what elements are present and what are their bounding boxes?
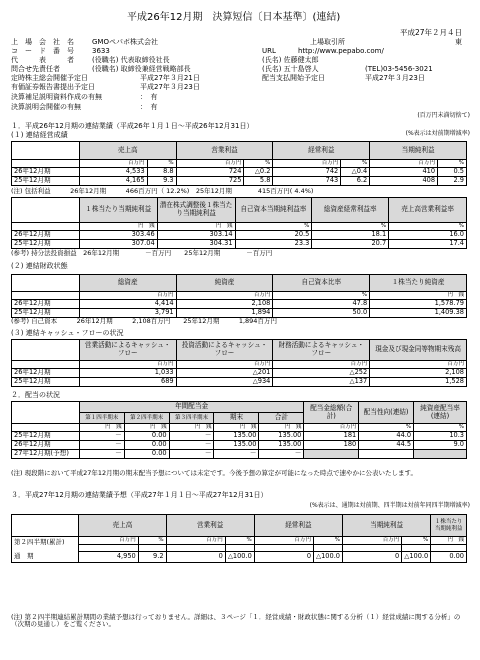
cell: △201 [176,369,273,378]
cell: 0 [166,552,225,563]
col-operating-income: 営業利益 [176,142,273,160]
cell: 303.14 [157,231,235,240]
briefing-value: ： 有 [140,103,158,111]
unit: % [438,160,467,168]
row-label: 26年12月期 [12,300,80,309]
equity-method-note: (参考) 持分法投資損益 26年12月期 －百万円 25年12月期 －百万円 [11,249,273,257]
unit: 百万円 [370,160,438,168]
unit: 百万円 [176,292,273,300]
col-eps: １株当たり当期純利益 [79,198,157,223]
unit: 百万円 [79,292,176,300]
cell: 16.0 [389,231,467,240]
cell [414,450,467,459]
code-label: コ ー ド 番 号 [11,47,74,55]
cell: 1,033 [79,369,176,378]
col-net-assets: 純資産 [176,275,273,292]
cell: 725 [176,177,244,186]
dividend-table [11,401,467,459]
cell: 0.00 [124,441,169,450]
cell: － [79,441,124,450]
unit: 百万円 [79,361,176,369]
securities-report-date: 平成27年３月23日 [140,83,200,91]
table-row [12,441,467,450]
representative-title: (役職名) 代表取締役社長 [92,56,170,64]
section1-title: １．平成26年12月期の連結業績（平成26年１月１日～平成26年12月31日） [11,122,254,130]
briefing-label: 決算説明会開催の有無 [11,103,81,111]
cell: 1,894 [176,309,273,318]
securities-report-label: 有価証券報告書提出予定日 [11,83,95,91]
table-row [12,231,467,240]
col-q2: 第２四半期末 [124,413,169,424]
table-row [12,378,467,387]
cell: 742 [273,168,341,177]
row-label: 25年12月期 [12,240,80,249]
cell: 5.8 [244,177,273,186]
col-total-assets: 総資産 [79,275,176,292]
unit: % [244,160,273,168]
unit: % [414,424,467,432]
cell: 4,414 [79,300,176,309]
dividend-start-date: 平成27年３月23日 [365,74,425,82]
cell: － [259,450,304,459]
table-row [12,369,467,378]
cell: 135.00 [214,432,259,441]
cell: 1,578.79 [370,300,467,309]
table-row [12,240,467,249]
unit: 百万円 [304,424,359,432]
cell: △100.0 [225,552,254,563]
cell: 44.0 [359,432,414,441]
unit: 円 銭 [79,223,157,231]
cell: 0.00 [124,432,169,441]
report-date: 平成27年２月４日 [399,28,462,37]
col-equity-ratio: 自己資本比率 [273,275,370,292]
cell: － [169,441,214,450]
col-ordinary-income: 経常利益 [273,142,370,160]
unit: % [312,223,389,231]
cell: 4,533 [79,168,147,177]
cell: － [79,450,124,459]
cell: 9.0 [414,441,467,450]
cell: － [169,450,214,459]
col-bps: １株当たり純資産 [370,275,467,292]
cell: － [214,450,259,459]
cell: △100.0 [402,552,431,563]
financial-position-table [11,274,467,318]
col-net-income: 当期純利益 [370,142,467,160]
row-label: 26年12月期 [12,441,80,450]
unit: % [402,537,431,545]
cell: 23.3 [235,240,312,249]
unit: 円 銭 [169,424,214,432]
cell [359,450,414,459]
table-row [12,432,467,441]
comprehensive-income-note: (注) 包括利益 26年12月期 466百万円（ 12.2%) 25年12月期 415百万円( 4.4%) [11,187,314,195]
representative-name: (氏名) 佐藤健太郎 [262,56,319,64]
cell: － [79,432,124,441]
unit: % [147,160,176,168]
document-title: 平成26年12月期 決算短信〔日本基準〕(連結) [127,12,341,23]
cell: 408 [370,177,438,186]
col-cash-balance: 現金及び現金同等物期末残高 [370,340,467,361]
unit: 円 銭 [79,424,124,432]
section3-pct-note: (%表示は、通期は対前期、四半期は対前年同四半期増減率) [309,502,470,509]
col-roa: 総資産経常利益率 [312,198,389,223]
col-q1: 第１四半期末 [79,413,124,424]
col-operating-income: 営業利益 [166,515,254,537]
cell: 4,950 [79,552,138,563]
unit: 百万円 [176,160,244,168]
table-row [12,168,467,177]
cell: 2,108 [176,300,273,309]
table-row [12,177,467,186]
unit: % [235,223,312,231]
cell: 8.8 [147,168,176,177]
table-row [12,552,467,563]
cell: 1,528 [370,378,467,387]
unit: % [314,537,343,545]
col-investing-cf: 投資活動によるキャッシュ・フロー [176,340,273,361]
unit: 円 銭 [259,424,304,432]
supplement-label: 決算補足説明資料作成の有無 [11,93,102,101]
agm-date: 平成27年３月21日 [140,74,200,82]
unit: 百万円 [79,160,147,168]
contact-label: 問合せ先責任者 [11,65,60,73]
row-label: 25年12月期 [12,309,80,318]
col-ordinary-income: 経常利益 [254,515,342,537]
cell: 135.00 [259,432,304,441]
unit: % [359,424,414,432]
cell: 50.0 [273,309,370,318]
forecast-table [11,514,467,563]
table-row [12,300,467,309]
cell: 44.5 [359,441,414,450]
cell: △252 [273,369,370,378]
url-link[interactable]: http://www.pepabo.com/ [298,47,384,55]
cell: 135.00 [214,441,259,450]
unit: % [273,292,370,300]
cell: 2.9 [438,177,467,186]
section1-sub3: (３) 連結キャッシュ・フローの状況 [11,329,124,337]
operating-results-table [11,141,467,186]
representative-label: 代 表 者 [11,56,74,64]
unit: 円 銭 [157,223,235,231]
col-diluted-eps: 潜在株式調整後１株当たり当期純利益 [157,198,235,223]
unit: 円 銭 [214,424,259,432]
cell: 0.00 [124,450,169,459]
dividend-start-label: 配当支払開始予定日 [262,74,325,82]
col-year-end: 期末 [214,413,259,424]
contact-tel: (TEL)03-5456-3021 [365,65,433,73]
cell: 20.5 [235,231,312,240]
unit: % [341,160,370,168]
col-eps: １株当たり当期純利益 [431,515,467,537]
cell: △137 [273,378,370,387]
cell: 18.1 [312,231,389,240]
cash-flow-table [11,339,467,387]
unit: 円 銭 [431,537,467,545]
cell: 1,409.38 [370,309,467,318]
row-label: 25年12月期 [12,177,80,186]
unit: 円 銭 [370,292,467,300]
col-roe: 自己資本当期純利益率 [235,198,312,223]
contact-title: (役職名) 取締役兼経営戦略部長 [92,65,191,73]
row-label-full-year: 通 期 [14,551,34,560]
company-name-label: 上 場 会 社 名 [11,38,74,46]
col-sales: 売上高 [79,515,166,537]
cell: 303.46 [79,231,157,240]
section3-title: ３．平成27年12月期の連結業績予想（平成27年１月１日～平成27年12月31日） [11,491,268,499]
cell: 0.00 [431,552,467,563]
row-label: 25年12月期 [12,432,80,441]
col-payout-ratio: 配当性向(連結) [359,402,414,424]
cell: 180 [304,441,359,450]
company-name: GMOペパボ株式会社 [92,38,158,46]
row-label: 26年12月期 [12,231,80,240]
forecast-note: (注) 第２四半期連結累計期間の業績予想は行っておりません。詳細は、３ページ「１．経営成績・財政状態に関する分析（１）経営成績に関する分析」の（次期の見通し）をご覧ください。 [11,613,461,629]
section1-sub1: (１) 連結経営成績 [11,131,68,139]
cell: 6.2 [341,177,370,186]
cell: △0.2 [244,168,273,177]
col-op-margin: 売上高営業利益率 [389,198,467,223]
unit: 百万円 [79,537,138,545]
agm-label: 定時株主総会開催予定日 [11,74,88,82]
round-note: (百万円未満切捨て) [417,112,470,119]
cell: 0 [254,552,313,563]
section1-pct-note: (%表示は対前期増減率) [405,130,470,137]
per-share-table [11,197,467,249]
cell: 724 [176,168,244,177]
unit: 円 銭 [124,424,169,432]
cell: 307.04 [79,240,157,249]
col-doe: 純資産配当率(連結) [414,402,467,424]
cell: 689 [79,378,176,387]
col-q3: 第３四半期末 [169,413,214,424]
unit: 百万円 [273,160,341,168]
cell: － [169,432,214,441]
row-label: 27年12月期(予想) [12,450,80,459]
cell: △934 [176,378,273,387]
col-dividend-total: 配当金総額(合計) [304,402,359,424]
dividend-note: (注) 現段階において平成27年12月期の期末配当予想については未定です。今後予想の算定が可能になった時点で速やかに公表いたします。 [11,469,418,477]
cell: 410 [370,168,438,177]
col-net-income: 当期純利益 [342,515,430,537]
cell: 9.2 [138,552,166,563]
supplement-value: ： 有 [140,93,158,101]
unit: 百万円 [254,537,313,545]
cell: 3,791 [79,309,176,318]
cell: 135.00 [259,441,304,450]
cell: 181 [304,432,359,441]
row-label: 25年12月期 [12,378,80,387]
cell: 47.8 [273,300,370,309]
unit: 百万円 [342,537,401,545]
col-financing-cf: 財務活動によるキャッシュ・フロー [273,340,370,361]
url-label: URL [262,47,276,55]
unit: 百万円 [273,361,370,369]
row-label-h1: 第２四半期(累計) [14,538,65,547]
own-capital-note: (参考) 自己資本 26年12月期 2,108百万円 25年12月期 1,894百万円 [11,317,277,325]
unit: % [138,537,166,545]
unit: % [389,223,467,231]
table-row [12,450,467,459]
cell: △100.0 [314,552,343,563]
section1-sub2: (２) 連結財政状態 [11,262,68,270]
col-sales: 売上高 [79,142,176,160]
col-annual-dividend: 年間配当金 [79,402,304,413]
col-operating-cf: 営業活動によるキャッシュ・フロー [79,340,176,361]
exchange-label: 上場取引所 [310,38,345,46]
cell: 0.5 [438,168,467,177]
cell: 9.3 [147,177,176,186]
code-value: 3633 [92,47,110,55]
cell: 20.7 [312,240,389,249]
col-total: 合計 [259,413,304,424]
cell: 10.3 [414,432,467,441]
unit: 百万円 [176,361,273,369]
cell: 0 [342,552,401,563]
cell: 743 [273,177,341,186]
cell: 17.4 [389,240,467,249]
unit: 百万円 [370,361,467,369]
cell: 4,165 [79,177,147,186]
cell: △0.4 [341,168,370,177]
cell [304,450,359,459]
unit: % [225,537,254,545]
section2-title: ２．配当の状況 [11,391,60,399]
row-label: 26年12月期 [12,369,80,378]
row-label: 26年12月期 [12,168,80,177]
cell: 2,108 [370,369,467,378]
exchange-value: 東 [455,38,462,46]
unit: 百万円 [166,537,225,545]
contact-name: (氏名) 五十島啓人 [262,65,319,73]
cell: 304.31 [157,240,235,249]
